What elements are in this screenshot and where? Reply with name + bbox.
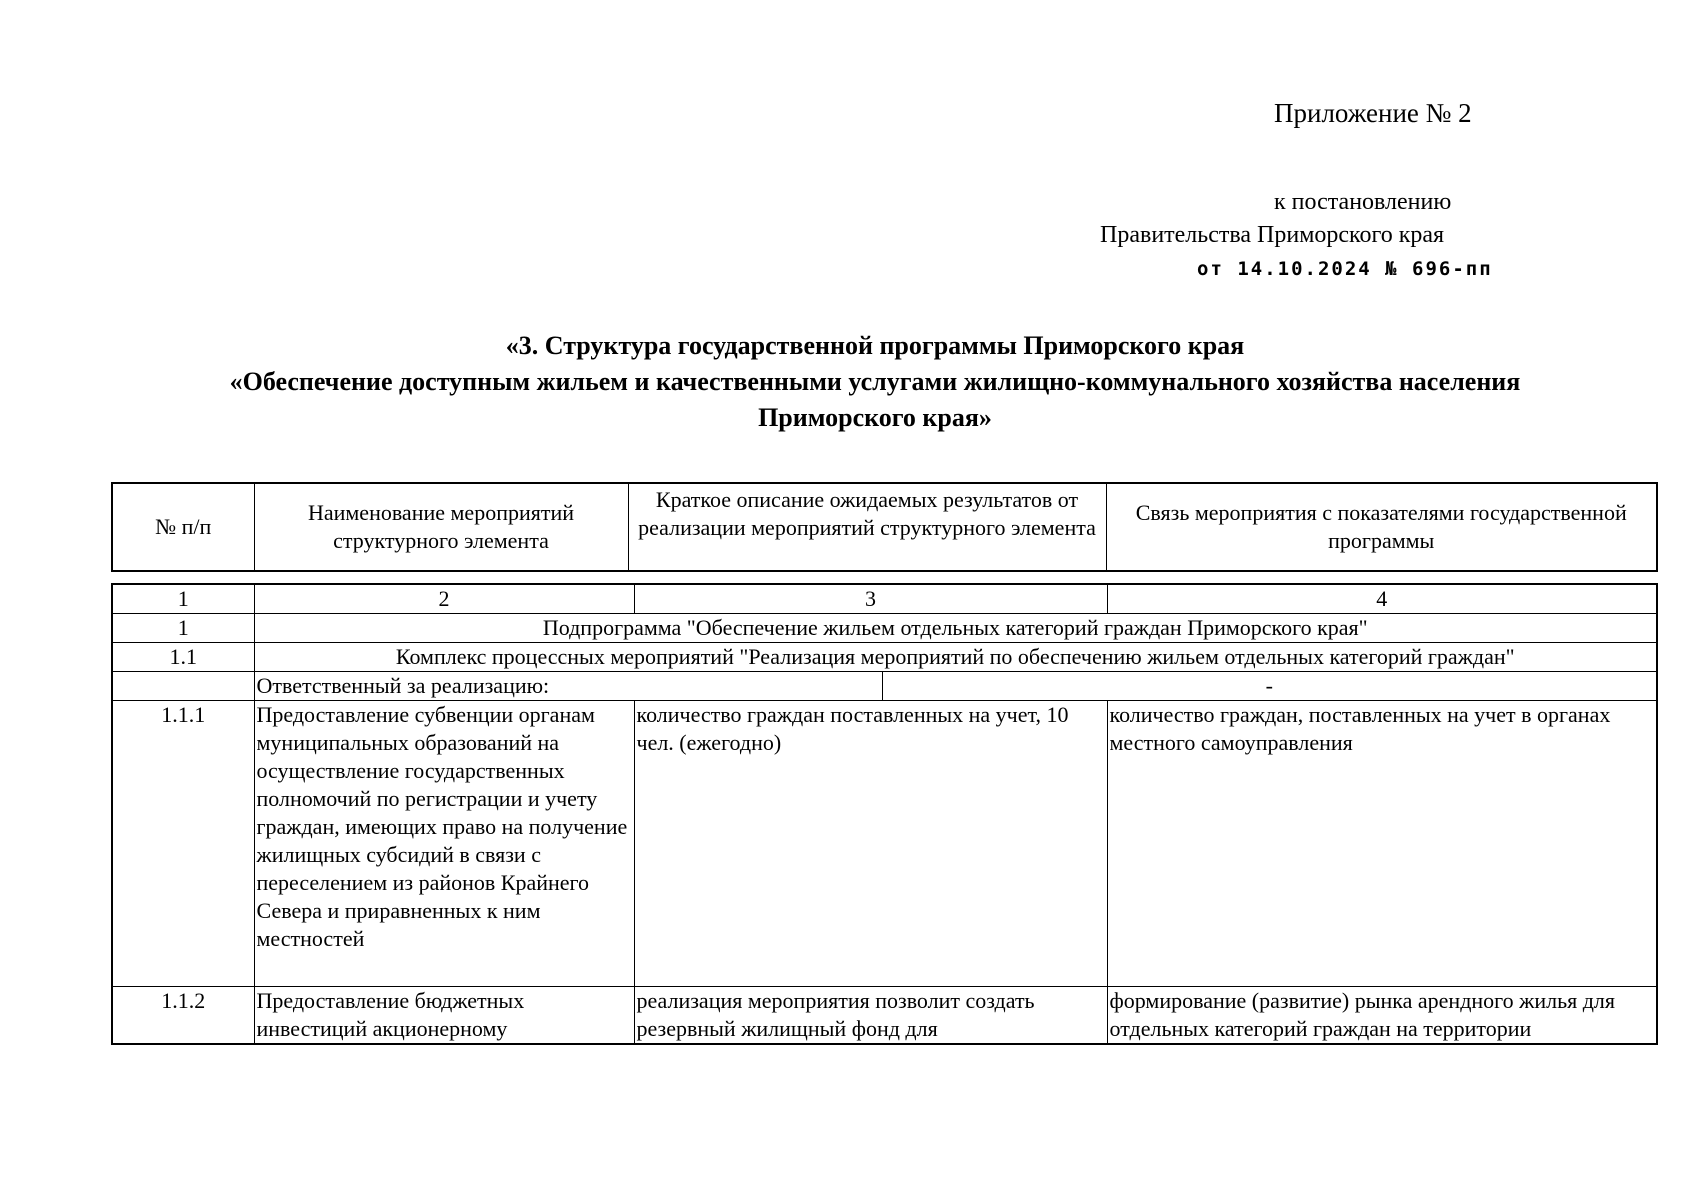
column-header-number: № п/п	[112, 483, 254, 571]
responsible-label: Ответственный за реализацию:	[254, 672, 882, 701]
ref-line-2: Правительства Приморского края	[1100, 222, 1445, 248]
indicator-link: количество граждан, поставленных на учет в органах местного самоуправления	[1107, 701, 1657, 987]
ref-line-date-number: от 14.10.2024 № 696-пп	[1197, 258, 1493, 280]
expected-result: количество граждан поставленных на учет, 10 чел. (ежегодно)	[634, 701, 1107, 987]
row-number: 1.1	[112, 643, 254, 672]
column-number: 1	[112, 584, 254, 614]
subprogram-row	[112, 614, 1657, 643]
subprogram-title: Подпрограмма "Обеспечение жильем отдельных категорий граждан Приморского края"	[254, 614, 1657, 643]
column-number: 4	[1107, 584, 1657, 614]
column-number: 3	[634, 584, 1107, 614]
column-header-name: Наименование мероприятий структурного элемента	[254, 483, 628, 571]
table-row	[112, 701, 1657, 987]
table-row	[112, 987, 1657, 1045]
responsible-value: -	[882, 672, 1657, 701]
structure-table	[111, 583, 1658, 1045]
column-number: 2	[254, 584, 634, 614]
column-header-result: Краткое описание ожидаемых результатов от реализации мероприятий структурного элемента	[628, 483, 1106, 571]
responsible-row	[112, 672, 1657, 701]
column-header-link: Связь мероприятия с показателями государственной программы	[1106, 483, 1657, 571]
row-number: 1	[112, 614, 254, 643]
complex-row	[112, 643, 1657, 672]
table-header	[111, 482, 1658, 572]
resolution-reference	[1100, 186, 1600, 286]
empty-cell	[112, 672, 254, 701]
row-number: 1.1.2	[112, 987, 254, 1045]
title-line-3: Приморского края»	[758, 403, 992, 432]
expected-result: реализация мероприятия позволит создать резервный жилищный фонд для	[634, 987, 1107, 1045]
column-numbers-row	[112, 584, 1657, 614]
ref-line-1: к постановлению	[1274, 189, 1452, 215]
activity-name: Предоставление бюджетных инвестиций акционерному	[254, 987, 634, 1045]
document-title	[150, 328, 1600, 436]
activity-name: Предоставление субвенции органам муниципальных образований на осуществление государственных полномочий по регистрации и учету граждан, имеющих право на получение жилищных субсидий в связи с переселением из районов Крайнего Севера и приравненных к ним местностей	[254, 701, 634, 987]
indicator-link: формирование (развитие) рынка арендного жилья для отдельных категорий граждан на территории	[1107, 987, 1657, 1045]
appendix-title: Приложение № 2	[1274, 98, 1472, 128]
row-number: 1.1.1	[112, 701, 254, 987]
title-line-2: «Обеспечение доступным жильем и качественными услугами жилищно-коммунального хозяйства населения	[229, 367, 1521, 396]
complex-title: Комплекс процессных мероприятий "Реализация мероприятий по обеспечению жильем отдельных категорий граждан"	[254, 643, 1657, 672]
title-line-1: «3. Структура государственной программы Приморского края	[505, 331, 1245, 360]
